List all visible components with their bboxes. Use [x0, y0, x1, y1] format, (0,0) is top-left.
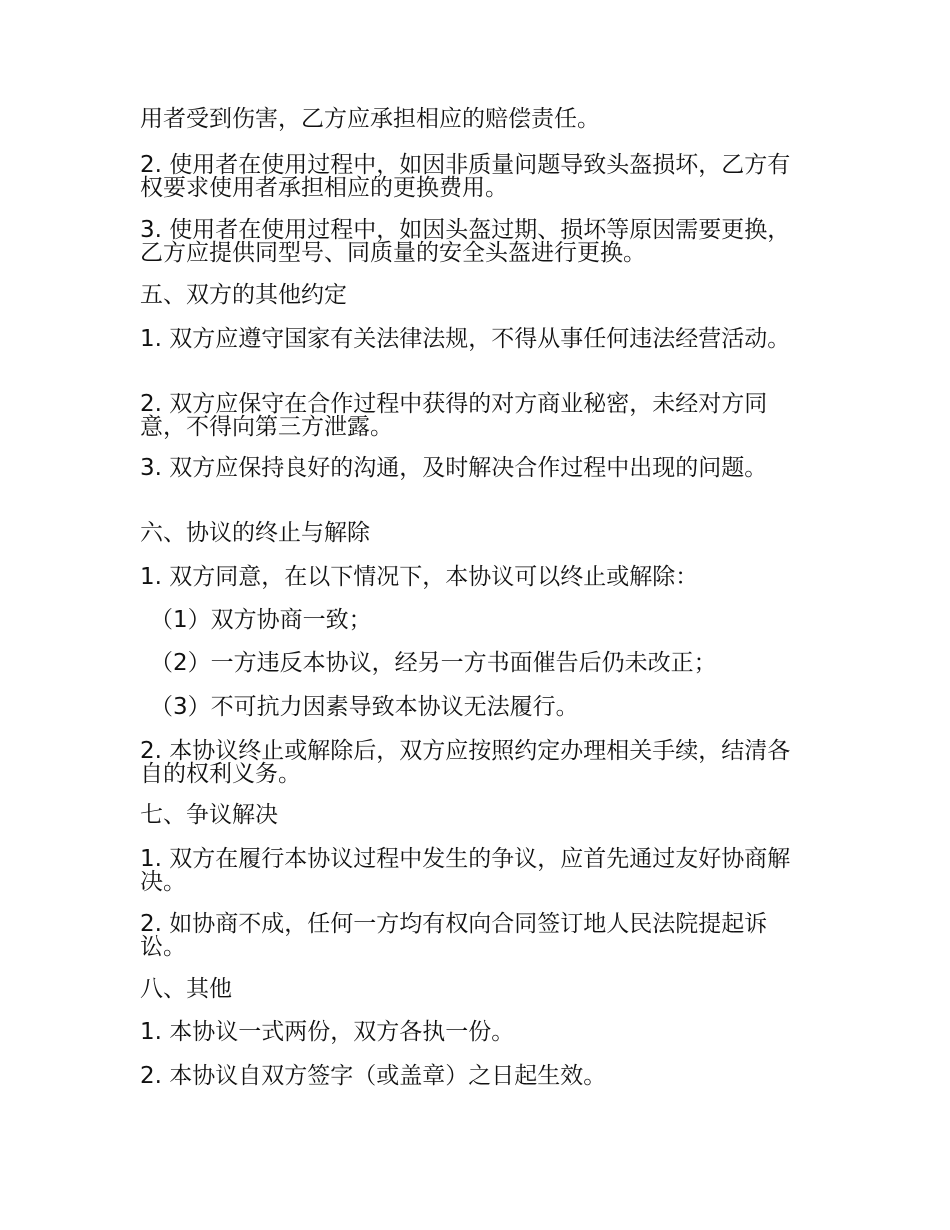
section-heading-7: 七、争议解决	[140, 802, 278, 828]
paragraph-8-2: 2. 本协议自双方签字（或盖章）之日起生效。	[140, 1063, 607, 1089]
paragraph-4-3: 3. 使用者在使用过程中，如因头盔过期、损坏等原因需要更换，乙方应提供同型号、同质量的安全头盔进行更换。	[140, 217, 791, 266]
list-item-6-1-1: （1）双方协商一致；	[150, 607, 372, 633]
list-item-6-1-2: （2）一方违反本协议，经另一方书面催告后仍未改正；	[150, 650, 717, 676]
list-item-6-1-3: （3）不可抗力因素导致本协议无法履行。	[150, 694, 579, 720]
paragraph-liability-end: 用者受到伤害，乙方应承担相应的赔偿责任。	[140, 106, 600, 132]
section-heading-5: 五、双方的其他约定	[140, 282, 347, 308]
section-heading-6: 六、协议的终止与解除	[140, 520, 370, 546]
paragraph-4-2: 2. 使用者在使用过程中，如因非质量问题导致头盔损坏，乙方有权要求使用者承担相应的更换费用。	[140, 152, 791, 201]
section-heading-8: 八、其他	[140, 976, 232, 1002]
paragraph-5-1: 1. 双方应遵守国家有关法律法规，不得从事任何违法经营活动。	[140, 326, 791, 352]
paragraph-7-1: 1. 双方在履行本协议过程中发生的争议，应首先通过友好协商解决。	[140, 846, 791, 895]
paragraph-8-1: 1. 本协议一式两份，双方各执一份。	[140, 1019, 515, 1045]
paragraph-6-2: 2. 本协议终止或解除后，双方应按照约定办理相关手续，结清各自的权利义务。	[140, 738, 791, 787]
paragraph-7-2: 2. 如协商不成，任何一方均有权向合同签订地人民法院提起诉讼。	[140, 911, 768, 960]
paragraph-5-3: 3. 双方应保持良好的沟通，及时解决合作过程中出现的问题。	[140, 455, 768, 481]
paragraph-6-1: 1. 双方同意，在以下情况下，本协议可以终止或解除：	[140, 564, 699, 590]
paragraph-5-2: 2. 双方应保守在合作过程中获得的对方商业秘密，未经对方同意，不得向第三方泄露。	[140, 391, 768, 440]
